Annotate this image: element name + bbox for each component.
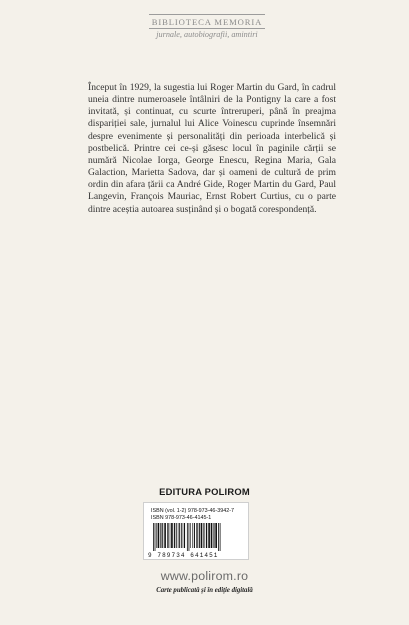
barcode-image (152, 523, 242, 551)
barcode-bar (156, 523, 157, 548)
publisher-name: EDITURA POLIROM (159, 486, 250, 497)
barcode-bar (158, 523, 160, 548)
barcode-bar (160, 523, 161, 548)
barcode-number: 9 789734 641451 (148, 552, 219, 559)
barcode-bar (218, 523, 219, 551)
barcode-bar (220, 523, 221, 551)
barcode-bar (208, 523, 210, 548)
isbn-barcode-box (143, 502, 249, 560)
barcode-bar (211, 523, 213, 548)
barcode-bar (206, 523, 207, 548)
isbn-volume: ISBN 978-973-46-4145-1 (151, 515, 212, 521)
barcode-bar (199, 523, 200, 548)
barcode-bar (184, 523, 185, 548)
series-subtitle: jurnale, autobiografii, amintiri (156, 30, 258, 39)
barcode-bar (181, 523, 182, 548)
barcode-bar (190, 523, 191, 548)
barcode-bar (196, 523, 197, 548)
series-title: BIBLIOTECA MEMORIA (151, 17, 263, 27)
isbn-volume-set: ISBN (vol. 1-2) 978-973-46-3942-7 (151, 508, 234, 514)
barcode-bar (192, 523, 193, 548)
barcode-bar (179, 523, 180, 548)
barcode-bar (167, 523, 168, 548)
digital-edition-note: Carte publicată și în ediție digitală (156, 587, 253, 594)
barcode-bar (187, 523, 188, 551)
barcode-bar (170, 523, 171, 548)
barcode-bar (201, 523, 203, 548)
barcode-bar (155, 523, 156, 551)
publisher-website: www.polirom.ro (160, 569, 249, 583)
barcode-bar (178, 523, 179, 548)
barcode-bar (189, 523, 190, 551)
barcode-bar (174, 523, 175, 548)
barcode-bar (215, 523, 217, 548)
barcode-bar (164, 523, 166, 548)
barcode-bar (203, 523, 204, 548)
barcode-bar (213, 523, 214, 548)
barcode-bar (194, 523, 195, 548)
back-cover-blurb: Început în 1929, la sugestia lui Roger Martin du Gard, în cadrul uneia dintre numeroasele întâlniri de la Pontigny la care a fost invitată, și continuat, cu scurte întreruperi, până în preajma dispariției sale, jurnalul lui Alice Voinescu cuprinde însemnări despre evenimente și personalități din perioada interbelică și postbelică. Printre cei ce-și găsesc locul în paginile cărții se numără Nicolae Iorga, George Enescu, Regina Maria, Gala Galaction, Marietta Sadova, dar și oameni de cultură de prim ordin din afara țării ca André Gide, Roger Martin du Gard, Paul Langevin, François Mauriac, Ernst Robert Curtius, cu o parte dintre aceștia autoarea susținând și o bogată corespondență. (88, 82, 336, 215)
barcode-bar (171, 523, 173, 548)
barcode-bar (153, 523, 154, 551)
barcode-bar (162, 523, 163, 548)
series-header (149, 14, 265, 39)
barcode-bar (176, 523, 177, 548)
